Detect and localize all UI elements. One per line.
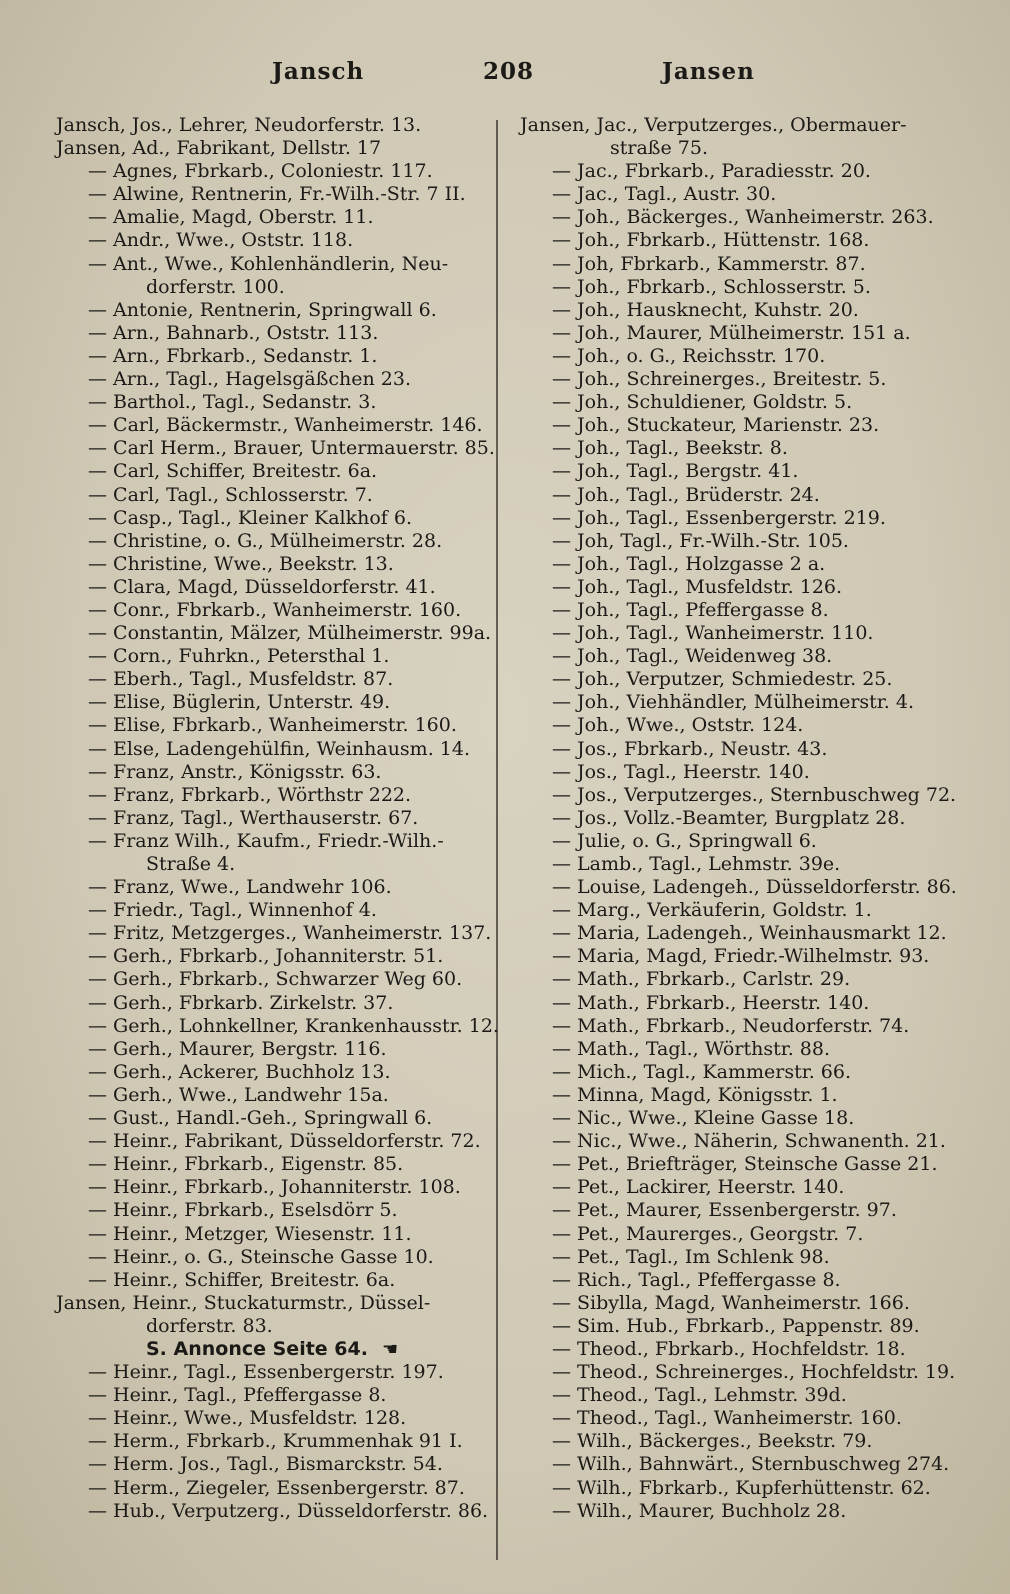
entry-text: — Pet., Maurerges., Georgstr. 7.	[552, 1222, 864, 1245]
directory-entry	[56, 645, 496, 668]
directory-entry	[520, 945, 980, 968]
directory-entry	[520, 460, 980, 483]
directory-entry	[520, 1407, 980, 1430]
entry-text: — Constantin, Mälzer, Mülheimerstr. 99a.	[88, 622, 492, 645]
header-right-keyword: Jansen	[662, 58, 755, 85]
directory-entry	[56, 668, 496, 691]
entry-text: — Arn., Fbrkarb., Sedanstr. 1.	[88, 344, 378, 367]
page-header	[0, 58, 1010, 94]
entry-text: dorferstr. 83.	[146, 1314, 273, 1337]
entry-text: — Heinr., Tagl., Essenbergerstr. 197.	[88, 1361, 444, 1384]
entry-text: — Elise, Fbrkarb., Wanheimerstr. 160.	[88, 714, 457, 737]
entry-text: — Math., Fbrkarb., Neudorferstr. 74.	[552, 1014, 910, 1037]
entry-text: — Gerh., Wwe., Landwehr 15a.	[88, 1083, 389, 1106]
entry-text: — Joh., Tagl., Essenbergerstr. 219.	[552, 506, 886, 529]
directory-entry	[56, 1176, 496, 1199]
directory-entry	[56, 368, 496, 391]
entry-text: — Fritz, Metzgerges., Wanheimerstr. 137.	[88, 922, 492, 945]
directory-entry	[56, 253, 496, 276]
directory-entry	[520, 668, 980, 691]
directory-entry	[56, 322, 496, 345]
entry-text: — Carl, Schiffer, Breitestr. 6a.	[88, 460, 378, 483]
directory-entry	[520, 1176, 980, 1199]
directory-entry	[56, 576, 496, 599]
entry-text: — Christine, Wwe., Beekstr. 13.	[88, 552, 394, 575]
column-divider	[496, 120, 498, 1560]
directory-entry	[520, 1453, 980, 1476]
entry-text: Jansen, Ad., Fabrikant, Dellstr. 17	[56, 137, 382, 160]
entry-text: — Joh., Tagl., Bergstr. 41.	[552, 460, 799, 483]
directory-entry	[520, 345, 980, 368]
entry-text: — Casp., Tagl., Kleiner Kalkhof 6.	[88, 506, 413, 529]
entry-text: — Heinr., Schiffer, Breitestr. 6a.	[88, 1268, 396, 1291]
directory-entry	[56, 1407, 496, 1430]
entry-text: — Math., Tagl., Wörthstr. 88.	[552, 1037, 831, 1060]
directory-entry	[520, 1500, 980, 1523]
entry-text: — Wilh., Maurer, Buchholz 28.	[552, 1499, 847, 1522]
entry-text: Jansen, Heinr., Stuckaturmstr., Düssel-	[56, 1291, 431, 1314]
directory-entry	[520, 206, 980, 229]
directory-entry	[520, 553, 980, 576]
entry-text: — Pet., Tagl., Im Schlenk 98.	[552, 1245, 830, 1268]
entry-text: — Corn., Fuhrkn., Petersthal 1.	[88, 645, 390, 668]
entry-text: — Heinr., o. G., Steinsche Gasse 10.	[88, 1245, 434, 1268]
entry-text: — Elise, Büglerin, Unterstr. 49.	[88, 691, 391, 714]
entry-text: — Jos., Tagl., Heerstr. 140.	[552, 760, 810, 783]
entry-text: — Joh., Tagl., Wanheimerstr. 110.	[552, 622, 874, 645]
entry-text: — Pet., Maurer, Essenbergerstr. 97.	[552, 1199, 897, 1222]
entry-text: — Arn., Bahnarb., Oststr. 113.	[88, 321, 379, 344]
directory-entry	[56, 553, 496, 576]
entry-text: — Gust., Handl.-Geh., Springwall 6.	[88, 1107, 433, 1130]
entry-text: — Antonie, Rentnerin, Springwall 6.	[88, 298, 437, 321]
directory-entry	[520, 830, 980, 853]
entry-text: — Agnes, Fbrkarb., Coloniestr. 117.	[88, 160, 433, 183]
directory-entry	[56, 1361, 496, 1384]
entry-text: — Jos., Fbrkarb., Neustr. 43.	[552, 737, 828, 760]
entry-text: — Franz, Fbrkarb., Wörthstr 222.	[88, 783, 412, 806]
entry-text: — Sibylla, Magd, Wanheimerstr. 166.	[552, 1291, 910, 1314]
directory-entry	[520, 761, 980, 784]
directory-entry	[520, 114, 980, 137]
directory-entry	[520, 484, 980, 507]
directory-entry	[56, 968, 496, 991]
directory-entry	[520, 1130, 980, 1153]
entry-text: — Maria, Ladengeh., Weinhausmarkt 12.	[552, 922, 947, 945]
entry-text: — Gerh., Fbrkarb. Zirkelstr. 37.	[88, 991, 394, 1014]
entry-text: — Louise, Ladengeh., Düsseldorferstr. 86.	[552, 876, 957, 899]
directory-entry	[520, 691, 980, 714]
directory-entry	[56, 460, 496, 483]
entry-text: — Wilh., Bahnwärt., Sternbuschweg 274.	[552, 1453, 950, 1476]
directory-entry	[520, 1153, 980, 1176]
entry-text: — Joh., Tagl., Musfeldstr. 126.	[552, 575, 843, 598]
directory-entry	[56, 414, 496, 437]
directory-entry	[520, 622, 980, 645]
entry-text: — Joh., Schreinerges., Breitestr. 5.	[552, 368, 887, 391]
pointing-hand-icon: ☚	[381, 1338, 399, 1360]
entry-text: — Marg., Verkäuferin, Goldstr. 1.	[552, 899, 872, 922]
entry-text: — Barthol., Tagl., Sedanstr. 3.	[88, 391, 377, 414]
entry-text: — Herm., Ziegeler, Essenbergerstr. 87.	[88, 1476, 465, 1499]
entry-text: — Lamb., Tagl., Lehmstr. 39e.	[552, 853, 841, 875]
directory-entry	[56, 1500, 496, 1523]
directory-entry	[520, 645, 980, 668]
entry-text: — Heinr., Wwe., Musfeldstr. 128.	[88, 1407, 407, 1430]
directory-entry	[520, 1223, 980, 1246]
entry-text: — Sim. Hub., Fbrkarb., Pappenstr. 89.	[552, 1314, 920, 1337]
entry-text: — Joh., Fbrkarb., Hüttenstr. 168.	[552, 229, 870, 252]
directory-entry	[520, 738, 980, 761]
directory-entry	[56, 945, 496, 968]
entry-text: — Joh., Verputzer, Schmiedestr. 25.	[552, 668, 893, 691]
entry-text: — Jac., Tagl., Austr. 30.	[552, 183, 777, 206]
entry-text: — Gerh., Fbrkarb., Schwarzer Weg 60.	[88, 968, 463, 991]
entry-text: Straße 4.	[146, 853, 236, 875]
entry-text: — Carl, Tagl., Schlosserstr. 7.	[88, 483, 373, 506]
directory-entry	[520, 922, 980, 945]
directory-entry	[56, 1477, 496, 1500]
entry-text: — Gerh., Ackerer, Buchholz 13.	[88, 1060, 391, 1083]
entry-text: — Hub., Verputzerg., Düsseldorferstr. 86.	[88, 1499, 489, 1522]
entry-text: — Joh., Wwe., Oststr. 124.	[552, 714, 804, 737]
entry-text: — Arn., Tagl., Hagelsgäßchen 23.	[88, 368, 412, 391]
entry-text: — Wilh., Bäckerges., Beekstr. 79.	[552, 1430, 873, 1453]
directory-entry	[56, 437, 496, 460]
directory-entry	[520, 599, 980, 622]
directory-entry	[520, 1107, 980, 1130]
directory-entry	[520, 876, 980, 899]
entry-text: — Carl Herm., Brauer, Untermauerstr. 85.	[88, 437, 495, 460]
entry-text: — Julie, o. G., Springwall 6.	[552, 829, 817, 852]
directory-entry	[520, 137, 980, 160]
directory-entry	[56, 160, 496, 183]
entry-text: — Christine, o. G., Mülheimerstr. 28.	[88, 529, 443, 552]
entry-text: — Friedr., Tagl., Winnenhof 4.	[88, 899, 377, 922]
directory-entry	[56, 137, 496, 160]
entry-text: — Franz, Wwe., Landwehr 106.	[88, 876, 392, 899]
entry-text: — Andr., Wwe., Oststr. 118.	[88, 229, 354, 252]
left-column	[56, 114, 499, 1523]
entry-text: — Rich., Tagl., Pfeffergasse 8.	[552, 1268, 841, 1291]
directory-entry	[56, 507, 496, 530]
entry-text: — Theod., Tagl., Wanheimerstr. 160.	[552, 1407, 902, 1430]
entry-text: — Joh., Tagl., Weidenweg 38.	[552, 645, 833, 668]
directory-entry	[520, 1015, 980, 1038]
entry-text: — Joh, Tagl., Fr.-Wilh.-Str. 105.	[552, 529, 849, 552]
annonce-reference	[56, 1338, 496, 1361]
directory-entry	[56, 114, 496, 137]
directory-entry	[56, 830, 496, 853]
directory-entry	[56, 1199, 496, 1222]
entry-text: — Theod., Fbrkarb., Hochfeldstr. 18.	[552, 1337, 906, 1360]
directory-entry	[520, 784, 980, 807]
directory-entry	[520, 391, 980, 414]
directory-entry	[56, 1384, 496, 1407]
directory-entry	[520, 992, 980, 1015]
entry-text: — Eberh., Tagl., Musfeldstr. 87.	[88, 668, 394, 691]
entry-text: S. Annonce Seite 64.	[146, 1337, 368, 1360]
directory-entry	[520, 853, 980, 876]
entry-text: — Franz Wilh., Kaufm., Friedr.-Wilh.-	[88, 829, 444, 852]
entry-text: — Heinr., Fbrkarb., Eigenstr. 85.	[88, 1153, 404, 1176]
directory-entry	[520, 1315, 980, 1338]
entry-text: — Theod., Tagl., Lehmstr. 39d.	[552, 1384, 847, 1407]
directory-entry	[56, 1292, 496, 1315]
entry-text: — Joh., Tagl., Beekstr. 8.	[552, 437, 788, 460]
directory-entry	[520, 530, 980, 553]
page-number: 208	[483, 58, 535, 85]
directory-entry	[56, 714, 496, 737]
entry-text: — Jos., Verputzerges., Sternbuschweg 72.	[552, 783, 957, 806]
entry-text: — Heinr., Fbrkarb., Johanniterstr. 108.	[88, 1176, 461, 1199]
directory-entry	[56, 299, 496, 322]
directory-entry	[520, 1338, 980, 1361]
directory-entry	[56, 1223, 496, 1246]
entry-text: — Joh., Viehhändler, Mülheimerstr. 4.	[552, 691, 915, 714]
entry-text: dorferstr. 100.	[146, 275, 285, 298]
directory-entry	[56, 1246, 496, 1269]
entry-text: — Nic., Wwe., Kleine Gasse 18.	[552, 1107, 855, 1130]
directory-entry	[520, 368, 980, 391]
entry-text: — Joh., Tagl., Holzgasse 2 a.	[552, 552, 826, 575]
directory-entry	[520, 1246, 980, 1269]
directory-entry	[520, 322, 980, 345]
entry-text: — Mich., Tagl., Kammerstr. 66.	[552, 1060, 852, 1083]
entry-text: — Carl, Bäckermstr., Wanheimerstr. 146.	[88, 414, 483, 437]
directory-entry	[520, 1084, 980, 1107]
entry-text: — Joh., Stuckateur, Marienstr. 23.	[552, 414, 880, 437]
entry-text: — Joh., Tagl., Brüderstr. 24.	[552, 483, 820, 506]
entry-text: — Joh., Tagl., Pfeffergasse 8.	[552, 598, 829, 621]
entry-text: — Herm. Jos., Tagl., Bismarckstr. 54.	[88, 1453, 443, 1476]
entry-text: — Nic., Wwe., Näherin, Schwanenth. 21.	[552, 1130, 946, 1153]
entry-text: — Math., Fbrkarb., Heerstr. 140.	[552, 991, 870, 1014]
directory-entry	[520, 1061, 980, 1084]
entry-text: — Joh., o. G., Reichsstr. 170.	[552, 344, 826, 367]
directory-entry	[520, 1269, 980, 1292]
directory-entry	[56, 853, 496, 876]
directory-entry	[520, 899, 980, 922]
directory-entry	[56, 206, 496, 229]
entry-text: — Joh., Hausknecht, Kuhstr. 20.	[552, 298, 859, 321]
entry-text: — Jac., Fbrkarb., Paradiesstr. 20.	[552, 160, 871, 183]
directory-entry	[56, 992, 496, 1015]
entry-text: — Franz, Anstr., Königsstr. 63.	[88, 760, 382, 783]
directory-entry	[56, 1153, 496, 1176]
directory-entry	[56, 530, 496, 553]
directory-entry	[56, 738, 496, 761]
entry-text: Jansch, Jos., Lehrer, Neudorferstr. 13.	[56, 114, 422, 136]
directory-entry	[520, 714, 980, 737]
directory-entry	[520, 1038, 980, 1061]
directory-entry	[56, 391, 496, 414]
directory-entry	[56, 899, 496, 922]
directory-entry	[56, 876, 496, 899]
directory-entry	[520, 1199, 980, 1222]
directory-entry	[520, 968, 980, 991]
entry-text: — Joh., Fbrkarb., Schlosserstr. 5.	[552, 275, 871, 298]
directory-entry	[56, 1430, 496, 1453]
entry-text: — Wilh., Fbrkarb., Kupferhüttenstr. 62.	[552, 1476, 931, 1499]
entry-text: — Heinr., Metzger, Wiesenstr. 11.	[88, 1222, 412, 1245]
entry-text: — Heinr., Tagl., Pfeffergasse 8.	[88, 1384, 387, 1407]
entry-text: straße 75.	[610, 137, 708, 160]
entry-text: — Amalie, Magd, Oberstr. 11.	[88, 206, 374, 229]
directory-entry	[56, 784, 496, 807]
entry-text: — Clara, Magd, Düsseldorferstr. 41.	[88, 575, 436, 598]
directory-entry	[56, 1014, 499, 1038]
entry-text: — Else, Ladengehülfin, Weinhausm. 14.	[88, 737, 470, 760]
directory-entry	[56, 1038, 496, 1061]
entry-text: — Joh., Maurer, Mülheimerstr. 151 a.	[552, 321, 911, 344]
entry-text: — Joh., Bäckerges., Wanheimerstr. 263.	[552, 206, 934, 229]
directory-entry	[56, 807, 496, 830]
directory-entry	[56, 183, 496, 206]
directory-entry	[520, 1292, 980, 1315]
entry-text: — Ant., Wwe., Kohlenhändlerin, Neu-	[88, 252, 449, 275]
directory-entry	[56, 276, 496, 299]
directory-entry	[520, 807, 980, 830]
entry-text: Jansen, Jac., Verputzerges., Obermauer-	[520, 114, 907, 136]
directory-entry	[520, 299, 980, 322]
entry-text: — Joh., Schuldiener, Goldstr. 5.	[552, 391, 853, 414]
directory-entry	[520, 253, 980, 276]
directory-entry	[520, 576, 980, 599]
directory-entry	[520, 183, 980, 206]
directory-entry	[56, 922, 496, 945]
entry-text: — Math., Fbrkarb., Carlstr. 29.	[552, 968, 851, 991]
entry-text: — Herm., Fbrkarb., Krummenhak 91 I.	[88, 1430, 463, 1453]
directory-entry	[56, 622, 496, 645]
entry-text: — Gerh., Fbrkarb., Johanniterstr. 51.	[88, 945, 444, 968]
directory-entry	[56, 1315, 496, 1338]
entry-text: — Pet., Lackirer, Heerstr. 140.	[552, 1176, 845, 1199]
entry-text: — Minna, Magd, Königsstr. 1.	[552, 1083, 838, 1106]
directory-entry	[520, 414, 980, 437]
directory-entry	[56, 1130, 496, 1153]
directory-entry	[56, 1084, 496, 1107]
directory-entry	[56, 1453, 496, 1476]
directory-entry	[56, 691, 496, 714]
directory-entry	[520, 1384, 980, 1407]
directory-entry	[56, 1107, 496, 1130]
directory-entry	[520, 229, 980, 252]
directory-entry	[56, 599, 496, 622]
entry-text: — Gerh., Maurer, Bergstr. 116.	[88, 1037, 387, 1060]
entry-text: — Pet., Briefträger, Steinsche Gasse 21.	[552, 1153, 938, 1176]
directory-entry	[56, 1269, 496, 1292]
directory-entry	[520, 507, 980, 530]
directory-entry	[56, 229, 496, 252]
directory-entry	[56, 484, 496, 507]
entry-text: — Joh, Fbrkarb., Kammerstr. 87.	[552, 252, 866, 275]
entry-text: — Heinr., Fbrkarb., Eselsdörr 5.	[88, 1199, 398, 1222]
directory-entry	[520, 1361, 980, 1384]
right-column	[520, 114, 980, 1523]
entry-text: — Maria, Magd, Friedr.-Wilhelmstr. 93.	[552, 945, 930, 968]
entry-text: — Franz, Tagl., Werthauserstr. 67.	[88, 806, 419, 829]
directory-entry	[520, 437, 980, 460]
entry-text: — Alwine, Rentnerin, Fr.-Wilh.-Str. 7 II.	[88, 183, 466, 206]
entry-text: — Jos., Vollz.-Beamter, Burgplatz 28.	[552, 806, 906, 829]
entry-text: — Theod., Schreinerges., Hochfeldstr. 19.	[552, 1361, 956, 1384]
directory-entry	[520, 1477, 980, 1500]
directory-entry	[520, 1430, 980, 1453]
entry-text: — Heinr., Fabrikant, Düsseldorferstr. 72.	[88, 1130, 481, 1153]
directory-entry	[56, 345, 496, 368]
directory-entry	[56, 1061, 496, 1084]
directory-entry	[520, 276, 980, 299]
entry-text: — Gerh., Lohnkellner, Krankenhausstr. 12.	[88, 1014, 499, 1037]
directory-entry	[520, 160, 980, 183]
entry-text: — Conr., Fbrkarb., Wanheimerstr. 160.	[88, 598, 462, 621]
header-left-keyword: Jansch	[272, 58, 365, 85]
directory-entry	[56, 761, 496, 784]
